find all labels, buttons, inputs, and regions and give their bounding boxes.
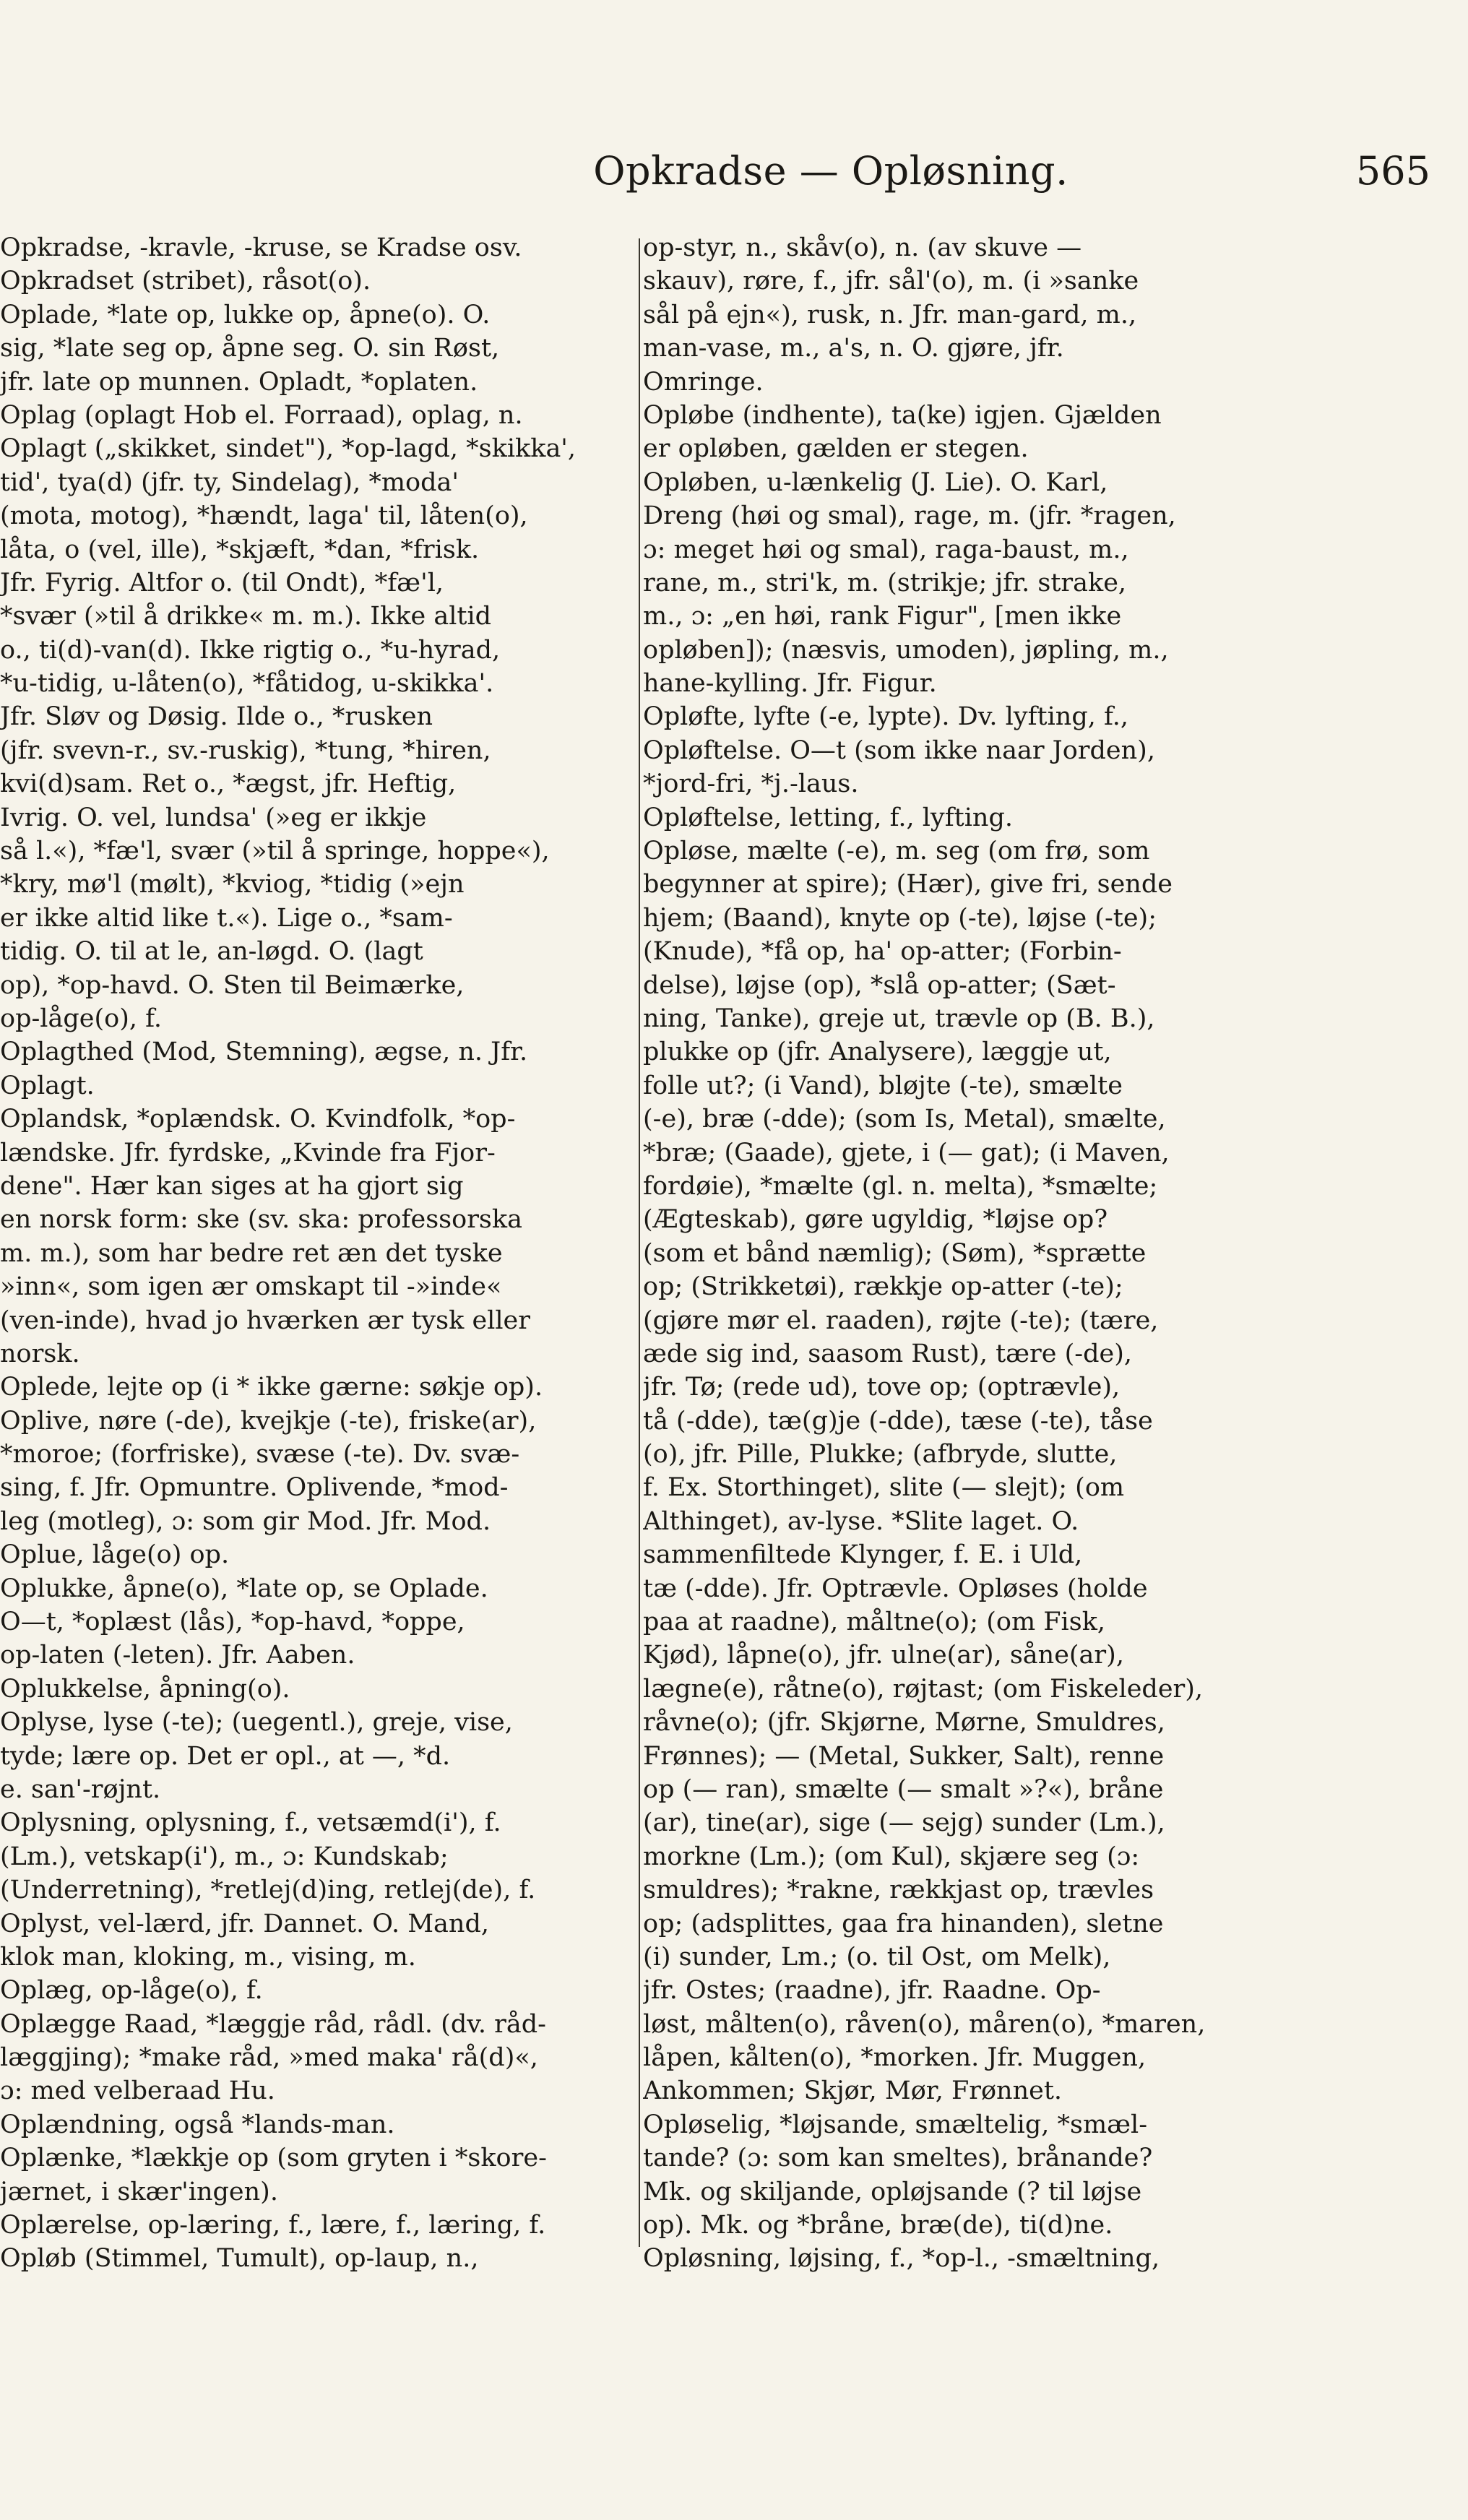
text-line: råvne(o); (jfr. Skjørne, Mørne, Smuldres,	[643, 1708, 1165, 1738]
text-line: op; (adsplittes, gaa fra hinanden), sletne	[643, 1909, 1164, 1938]
text-line: ɔ: meget høi og smal), raga-baust, m.,	[643, 535, 1129, 564]
text-line: sammenfiltede Klynger, f. E. i Uld,	[643, 1540, 1083, 1570]
text-line: fordøie), *mælte (gl. n. melta), *smælte;	[643, 1171, 1158, 1201]
left-column	[0, 231, 636, 2276]
text-line: morkne (Lm.); (om Kul), skjære seg (ɔ:	[643, 1842, 1140, 1871]
text-line: Oplukke, åpne(o), *late op, se Oplade.	[0, 1574, 488, 1603]
text-line: Oplyse, lyse (-te); (uegentl.), greje, vise,	[0, 1708, 513, 1738]
text-line: tæ (-dde). Jfr. Optrævle. Opløses (holde	[643, 1574, 1148, 1603]
text-line: f. Ex. Storthinget), slite (— slejt); (om	[643, 1473, 1125, 1503]
text-line: o., ti(d)-van(d). Ikke rigtig o., *u-hyrad,	[0, 635, 501, 665]
text-line: jfr. Tø; (rede ud), tove op; (optrævle),	[643, 1373, 1121, 1402]
text-line: Opkradset (stribet), råsot(o).	[0, 267, 371, 296]
text-line: *bræ; (Gaade), gjete, i (— gat); (i Maven,	[643, 1138, 1170, 1168]
text-line: Oplyst, vel-lærd, jfr. Dannet. O. Mand,	[0, 1909, 489, 1938]
text-line: (gjøre mør el. raaden), røjte (-te); (tære,	[643, 1306, 1159, 1335]
text-line: låta, o (vel, ille), *skjæft, *dan, *frisk.	[0, 535, 480, 564]
text-line: lændske. Jfr. fyrdske, „Kvinde fra Fjor-	[0, 1138, 496, 1168]
text-line: op; (Strikketøi), rækkje op-atter (-te);	[643, 1272, 1123, 1302]
text-line: Omringe.	[643, 367, 764, 397]
text-line: *moroe; (forfriske), svæse (-te). Dv. svæ-	[0, 1440, 520, 1470]
text-line: jærnet, i skær'ingen).	[0, 2177, 278, 2206]
text-line: læggjing); *make råd, »med maka' rå(d)«,	[0, 2043, 538, 2073]
text-line: Ankommen; Skjør, Mør, Frønnet.	[643, 2076, 1063, 2106]
text-line: (Ægteskab), gøre ugyldig, *løjse op?	[643, 1205, 1108, 1235]
text-line: Althinget), av-lyse. *Slite laget. O.	[643, 1506, 1079, 1536]
text-line: Oplysning, oplysning, f., vetsæmd(i'), f.	[0, 1808, 501, 1838]
text-line: Opløftelse. O—t (som ikke naar Jorden),	[643, 735, 1155, 765]
text-line: jfr. Ostes; (raadne), jfr. Raadne. Op-	[643, 1976, 1101, 2006]
text-line: klok man, kloking, m., vising, m.	[0, 1942, 416, 1972]
text-line: Oplive, nøre (-de), kvejkje (-te), friske(ar),	[0, 1406, 537, 1436]
text-line: sing, f. Jfr. Opmuntre. Oplivende, *mod-	[0, 1473, 509, 1503]
text-line: man-vase, m., a's, n. O. gjøre, jfr.	[643, 334, 1064, 363]
text-line: Jfr. Fyrig. Altfor o. (til Ondt), *fæ'l,	[0, 568, 444, 597]
text-line: delse), løjse (op), *slå op-atter; (Sæt-	[643, 970, 1116, 1000]
text-line: Opløftelse, letting, f., lyfting.	[643, 803, 1013, 832]
text-line: Oplukkelse, åpning(o).	[0, 1674, 290, 1704]
text-line: *u-tidig, u-låten(o), *fåtidog, u-skikka'.	[0, 669, 494, 699]
text-line: så l.«), *fæ'l, svær (»til å springe, hoppe«),	[0, 837, 550, 866]
text-line: en norsk form: ske (sv. ska: professorska	[0, 1205, 522, 1235]
text-line: æde sig ind, saasom Rust), tære (-de),	[643, 1339, 1132, 1368]
text-line: (i) sunder, Lm.; (o. til Ost, om Melk),	[643, 1942, 1111, 1972]
text-line: Oplagt („skikket, sindet"), *op-lagd, *skikka',	[0, 434, 577, 464]
text-line: løst, målten(o), råven(o), måren(o), *maren,	[643, 2009, 1206, 2039]
text-line: hjem; (Baand), knyte op (-te), løjse (-te);	[643, 903, 1157, 933]
text-line: m. m.), som har bedre ret æn det tyske	[0, 1238, 503, 1268]
text-line: op-låge(o), f.	[0, 1004, 162, 1033]
text-line: Oplag (oplagt Hob el. Forraad), oplag, n.	[0, 400, 523, 430]
text-line: Oplagthed (Mod, Stemning), ægse, n. Jfr.	[0, 1037, 528, 1067]
text-line: Opløbe (indhente), ta(ke) igjen. Gjælden	[643, 400, 1162, 430]
page-number: 565	[1355, 148, 1430, 194]
text-line: (som et bånd næmlig); (Søm), *sprætte	[643, 1238, 1147, 1268]
text-line: (jfr. svevn-r., sv.-ruskig), *tung, *hiren,	[0, 735, 491, 765]
text-line: Frønnes); — (Metal, Sukker, Salt), renne	[643, 1741, 1165, 1771]
text-line: folle ut?; (i Vand), bløjte (-te), smælte	[643, 1071, 1123, 1100]
text-line: kvi(d)sam. Ret o., *ægst, jfr. Heftig,	[0, 769, 457, 799]
text-line: hane-kylling. Jfr. Figur.	[643, 669, 937, 699]
text-line: op-styr, n., skåv(o), n. (av skuve —	[643, 233, 1082, 262]
text-line: tande? (ɔ: som kan smeltes), brånande?	[643, 2144, 1153, 2173]
text-line: opløben]); (næsvis, umoden), jøpling, m.,	[643, 635, 1169, 665]
text-line: Opløselig, *løjsande, smæltelig, *smæl-	[643, 2110, 1148, 2139]
text-line: paa at raadne), måltne(o); (om Fisk,	[643, 1608, 1106, 1637]
text-line: Opløfte, lyfte (-e, lypte). Dv. lyfting, f.,	[643, 702, 1128, 732]
text-line: ning, Tanke), greje ut, trævle op (B. B.),	[643, 1004, 1155, 1033]
text-line: Opløb (Stimmel, Tumult), op-laup, n.,	[0, 2244, 479, 2274]
text-line: er opløben, gælden er stegen.	[643, 434, 1029, 464]
text-line: Kjød), låpne(o), jfr. ulne(ar), såne(ar),	[643, 1641, 1124, 1670]
text-line: e. san'-røjnt.	[0, 1774, 161, 1804]
text-line: (ven-inde), hvad jo hværken ær tysk eller	[0, 1306, 530, 1335]
column-divider	[639, 238, 640, 2247]
text-line: Jfr. Sløv og Døsig. Ilde o., *rusken	[0, 702, 433, 732]
running-header: Opkradse — Opløsning.	[593, 148, 1068, 194]
text-line: *kry, mø'l (mølt), *kviog, *tidig (»ejn	[0, 870, 465, 899]
text-line: Oplue, låge(o) op.	[0, 1540, 230, 1570]
text-line: (-e), bræ (-dde); (som Is, Metal), smælte,	[643, 1105, 1166, 1134]
text-line: ɔ: med velberaad Hu.	[0, 2076, 275, 2106]
text-line: Oplandsk, *oplændsk. O. Kvindfolk, *op-	[0, 1105, 516, 1134]
text-line: Opløse, mælte (-e), m. seg (om frø, som	[643, 837, 1150, 866]
text-line: begynner at spire); (Hær), give fri, sende	[643, 870, 1173, 899]
text-line: Oplærelse, op-læring, f., lære, f., læring, f.	[0, 2211, 546, 2240]
text-line: tidig. O. til at le, an-løgd. O. (lagt	[0, 937, 423, 967]
text-line: norsk.	[0, 1339, 80, 1368]
text-line: leg (motleg), ɔ: som gir Mod. Jfr. Mod.	[0, 1506, 491, 1536]
text-line: *jord-fri, *j.-laus.	[643, 769, 859, 799]
text-line: sig, *late seg op, åpne seg. O. sin Røst,	[0, 334, 500, 363]
text-line: Opløben, u-lænkelig (J. Lie). O. Karl,	[643, 467, 1108, 497]
text-line: op-laten (-leten). Jfr. Aaben.	[0, 1641, 355, 1670]
text-line: Opløsning, løjsing, f., *op-l., -smæltning,	[643, 2244, 1160, 2274]
right-column	[643, 231, 1459, 2276]
text-line: Opkradse, -kravle, -kruse, se Kradse osv.	[0, 233, 522, 262]
text-line: tå (-dde), tæ(g)je (-dde), tæse (-te), tåse	[643, 1406, 1153, 1436]
text-line: O—t, *oplæst (lås), *op-havd, *oppe,	[0, 1608, 465, 1637]
text-line: smuldres); *rakne, rækkjast op, trævles	[643, 1876, 1154, 1905]
text-line: plukke op (jfr. Analysere), læggje ut,	[643, 1037, 1112, 1067]
text-line: (mota, motog), *hændt, laga' til, låten(o),	[0, 501, 528, 531]
text-line: rane, m., stri'k, m. (strikje; jfr. strake,	[643, 568, 1127, 597]
text-line: (Lm.), vetskap(i'), m., ɔ: Kundskab;	[0, 1842, 449, 1871]
text-line: »inn«, som igen ær omskapt til -»inde«	[0, 1272, 502, 1302]
text-line: m., ɔ: „en høi, rank Figur", [men ikke	[643, 602, 1122, 631]
text-line: op). Mk. og *bråne, bræ(de), ti(d)ne.	[643, 2211, 1113, 2240]
text-line: tid', tya(d) (jfr. ty, Sindelag), *moda'	[0, 467, 459, 497]
text-line: er ikke altid like t.«). Lige o., *sam-	[0, 903, 453, 933]
text-line: dene". Hær kan siges at ha gjort sig	[0, 1171, 464, 1201]
text-line: lægne(e), råtne(o), røjtast; (om Fiskeleder),	[643, 1674, 1204, 1704]
text-line: (Underretning), *retlej(d)ing, retlej(de), f.	[0, 1876, 536, 1905]
text-line: *svær (»til å drikke« m. m.). Ikke altid	[0, 602, 492, 631]
text-line: Oplægge Raad, *læggje råd, rådl. (dv. råd-	[0, 2009, 546, 2039]
text-line: Dreng (høi og smal), rage, m. (jfr. *ragen,	[643, 501, 1176, 531]
text-line: (ar), tine(ar), sige (— sejg) sunder (Lm.),	[643, 1808, 1165, 1838]
text-line: Mk. og skiljande, opløjsande (? til løjse	[643, 2177, 1142, 2206]
text-line: (Knude), *få op, ha' op-atter; (Forbin-	[643, 937, 1122, 967]
text-line: Ivrig. O. vel, lundsa' (»eg er ikkje	[0, 803, 427, 832]
text-line: Oplede, lejte op (i * ikke gærne: søkje op).	[0, 1373, 543, 1402]
text-line: Oplade, *late op, lukke op, åpne(o). O.	[0, 300, 491, 329]
text-line: Oplænke, *lækkje op (som gryten i *skore-	[0, 2144, 547, 2173]
text-line: jfr. late op munnen. Opladt, *oplaten.	[0, 367, 478, 397]
text-line: skauv), røre, f., jfr. sål'(o), m. (i »sanke	[643, 267, 1139, 296]
text-line: (o), jfr. Pille, Plukke; (afbryde, slutte,	[643, 1440, 1118, 1470]
text-line: op), *op-havd. O. Sten til Beimærke,	[0, 970, 465, 1000]
text-line: låpen, kålten(o), *morken. Jfr. Muggen,	[643, 2043, 1147, 2073]
text-line: op (— ran), smælte (— smalt »?«), bråne	[643, 1774, 1164, 1804]
text-line: Oplagt.	[0, 1071, 95, 1100]
text-line: Oplændning, også *lands-man.	[0, 2110, 395, 2139]
text-line: sål på ejn«), rusk, n. Jfr. man-gard, m.,	[643, 300, 1137, 329]
text-line: Oplæg, op-låge(o), f.	[0, 1976, 263, 2006]
text-line: tyde; lære op. Det er opl., at —, *d.	[0, 1741, 451, 1771]
